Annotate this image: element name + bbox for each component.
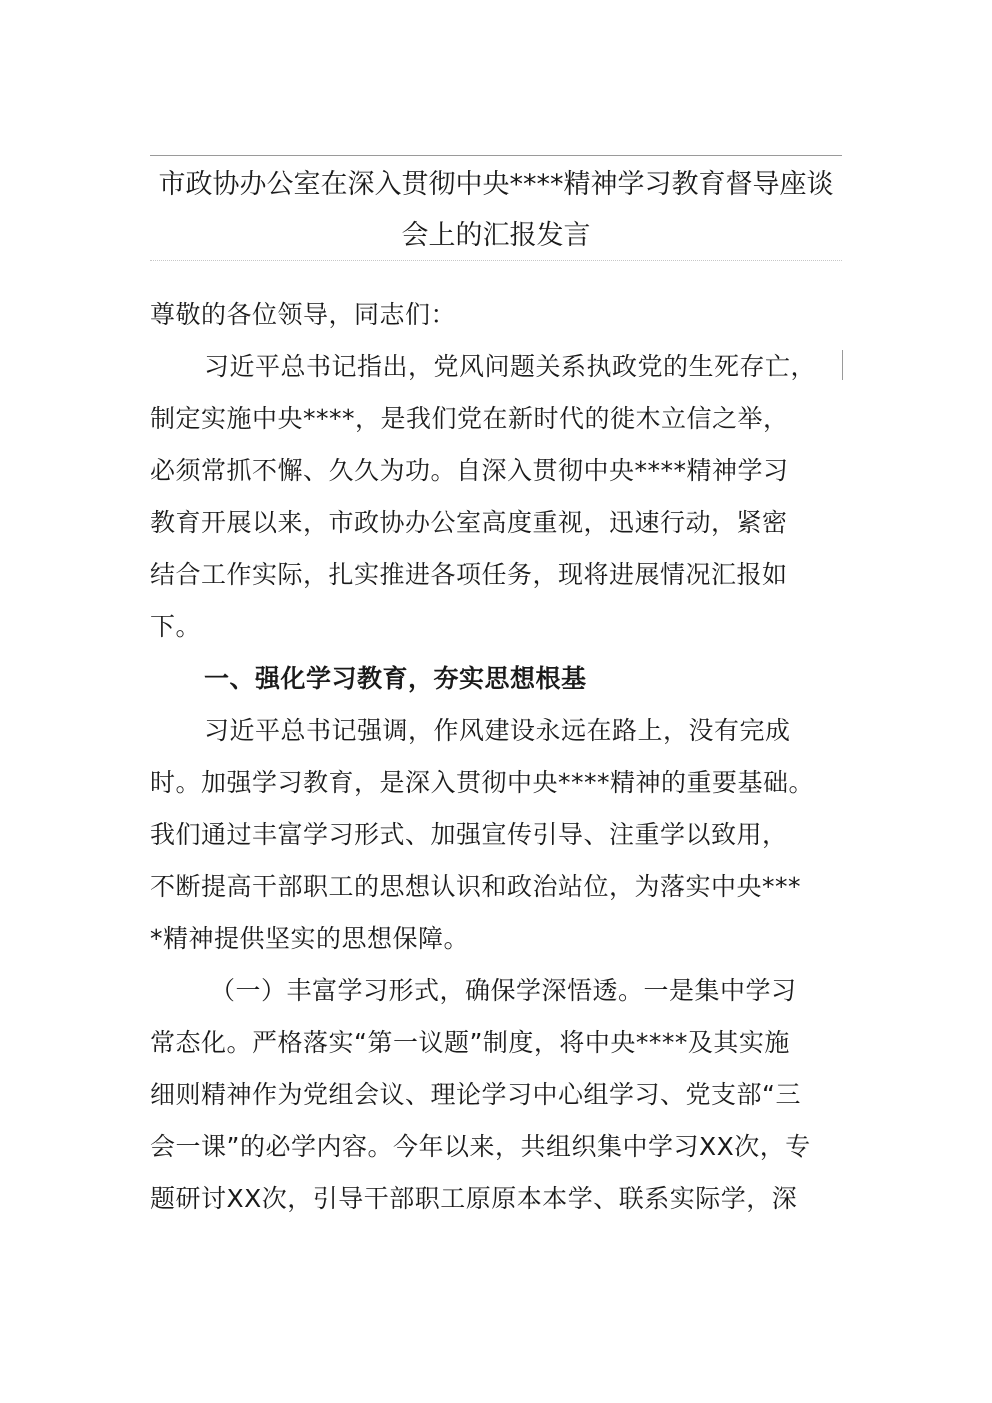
section-1-heading: 一、强化学习教育，夯实思想根基 — [204, 664, 587, 693]
paragraph-line: 会一课”的必学内容。今年以来，共组织集中学习XX次，专 — [150, 1132, 811, 1161]
title-top-rule — [150, 155, 842, 156]
paragraph-line: 制定实施中央****，是我们党在新时代的徙木立信之举， — [150, 404, 789, 433]
document-title-line-2: 会上的汇报发言 — [401, 220, 591, 251]
paragraph-line: 我们通过丰富学习形式、加强宣传引导、注重学以致用， — [150, 820, 788, 849]
paragraph-line: 习近平总书记强调，作风建设永远在路上，没有完成 — [204, 716, 791, 745]
paragraph-line: 结合工作实际，扎实推进各项任务，现将进展情况汇报如 — [150, 560, 788, 589]
paragraph-line: 题研讨XX次，引导干部职工原原本本学、联系实际学，深 — [150, 1184, 798, 1213]
salutation: 尊敬的各位领导，同志们： — [150, 300, 457, 329]
title-bottom-rule — [150, 260, 842, 261]
paragraph-line: （一）丰富学习形式，确保学深悟透。一是集中学习 — [210, 976, 797, 1005]
paragraph-line: 细则精神作为党组会议、理论学习中心组学习、党支部“三 — [150, 1080, 801, 1109]
paragraph-line: 下。 — [150, 612, 202, 641]
paragraph-line: *精神提供坚实的思想保障。 — [150, 924, 470, 953]
paragraph-line: 教育开展以来，市政协办公室高度重视，迅速行动，紧密 — [150, 508, 788, 537]
margin-mark — [842, 350, 843, 380]
paragraph-line: 习近平总书记指出，党风问题关系执政党的生死存亡， — [204, 352, 817, 381]
paragraph-line: 不断提高干部职工的思想认识和政治站位，为落实中央*** — [150, 872, 802, 901]
document-title-line-1: 市政协办公室在深入贯彻中央****精神学习教育督导座谈 — [158, 169, 834, 200]
paragraph-line: 时。加强学习教育，是深入贯彻中央****精神的重要基础。 — [150, 768, 815, 797]
paragraph-line: 必须常抓不懈、久久为功。自深入贯彻中央****精神学习 — [150, 456, 789, 485]
paragraph-line: 常态化。严格落实“第一议题”制度，将中央****及其实施 — [150, 1028, 790, 1057]
